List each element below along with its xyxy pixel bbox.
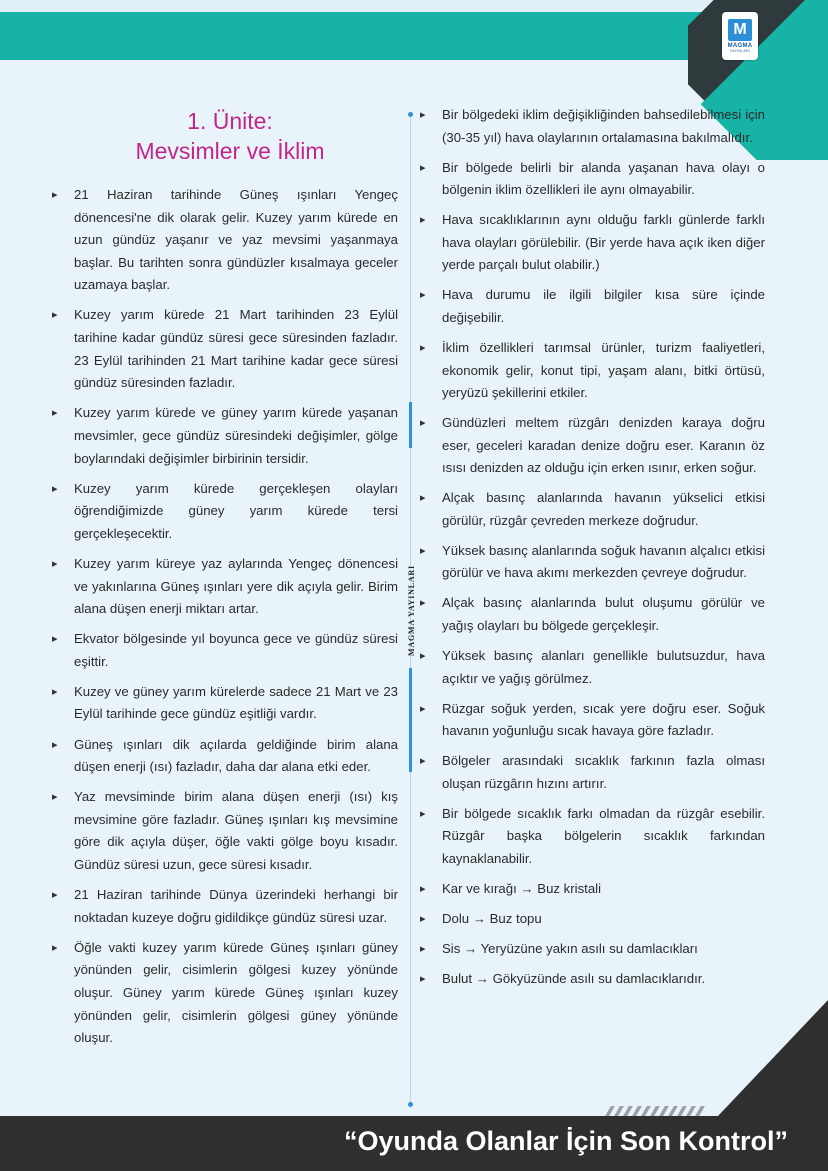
bullet-item: ▸ Bir bölgede belirli bir alanda yaşanan hava olayı o bölgenin iklim özellikleri ile aynı olmayabilir.	[420, 157, 765, 202]
bullet-item: ▸ Bölgeler arasındaki sıcaklık farkının fazla olması oluşan rüzgârın hızını artırır.	[420, 750, 765, 795]
bullet-item: ▸ Yaz mevsiminde birim alana düşen enerji (ısı) kış mevsimine göre fazladır. Güneş ışınları kış mevsimine göre dik açıyla düşer, öğle vakti gölge boyu kısadır. Gündüz süresi uzun, gece süresi kısadır.	[52, 786, 398, 876]
bullet-item: ▸ Kuzey yarım küreye yaz aylarında Yengeç dönencesi ve yakınlarına Güneş ışınları yere dik açıyla gelir. Birim alana düşen enerji miktarı artar.	[52, 553, 398, 621]
bullet-item: ▸ Hava sıcaklıklarının aynı olduğu farklı günlerde farklı hava olayları görülebilir. (Bir yerde hava açık iken diğer yerde parçalı bulut olabilir.)	[420, 209, 765, 277]
bullet-item: ▸ İklim özellikleri tarımsal ürünler, turizm faaliyetleri, ekonomik gelir, konut tipi, yaşam alanı, bitki örtüsü, yeryüzü şekillerini etkiler.	[420, 337, 765, 405]
bottom-corner-decoration	[718, 1000, 828, 1116]
right-column	[420, 104, 765, 998]
footer-slogan: “Oyunda Olanlar İçin Son Kontrol”	[343, 1126, 788, 1156]
bullet-item: ▸ Bulut → Gökyüzünde asılı su damlacıklarıdır.	[420, 968, 765, 991]
logo-sub: YAYINLARI	[729, 49, 751, 53]
stripe-decoration	[608, 1106, 718, 1116]
unit-subtitle: Mevsimler ve İklim	[135, 138, 325, 164]
bullet-item: ▸ Kuzey yarım kürede gerçekleşen olayları öğrendiğimizde güney yarım kürede tersi gerçekleşecektir.	[52, 478, 398, 546]
bullet-item: ▸ 21 Haziran tarihinde Güneş ışınları Yengeç dönencesi'ne dik olarak gelir. Kuzey yarım kürede en uzun gündüz yaşanır ve yaz mevsimi yaşanmaya başlar. Bu tarihten sonra gündüzler kısalmaya geceler uzamaya başlar.	[52, 184, 398, 297]
logo-name: MAGMA	[727, 43, 753, 49]
bullet-item: ▸ Bir bölgedeki iklim değişikliğinden bahsedilebilmesi için (30-35 yıl) hava olaylarının ortalamasına bakılmalıdır.	[420, 104, 765, 149]
bullet-item: ▸ Kuzey yarım kürede ve güney yarım kürede yaşanan mevsimler, gece gündüz süresindeki değişimler, gölge boylarındaki değişimler birbirinin tersidir.	[52, 402, 398, 470]
bullet-item: ▸ Hava durumu ile ilgili bilgiler kısa süre içinde değişebilir.	[420, 284, 765, 329]
magma-logo	[722, 12, 758, 60]
unit-title: 1. Ünite:	[187, 108, 273, 134]
bullet-item: ▸ Dolu → Buz topu	[420, 908, 765, 931]
logo-mark-icon: M	[728, 19, 752, 41]
bullet-item: ▸ Kuzey ve güney yarım kürelerde sadece 21 Mart ve 23 Eylül tarihinde gece gündüz eşitliği vardır.	[52, 681, 398, 726]
bullet-item: ▸ Alçak basınç alanlarında havanın yükselici etkisi görülür, rüzgâr çevreden merkeze doğrudur.	[420, 487, 765, 532]
bullet-item: ▸ Sis → Yeryüzüne yakın asılı su damlacıkları	[420, 938, 765, 961]
bullet-item: ▸ Yüksek basınç alanları genellikle bulutsuzdur, hava açıktır ve yağış görülmez.	[420, 645, 765, 690]
bullet-item: ▸ Yüksek basınç alanlarında soğuk havanın alçalıcı etkisi görülür ve hava akımı merkezden çevreye doğrudur.	[420, 540, 765, 585]
side-label: MAGMA YAYINLARI	[406, 564, 416, 656]
bullet-item: ▸ Güneş ışınları dik açılarda geldiğinde birim alana düşen enerji (ısı) fazladır, daha dar alana etki eder.	[52, 734, 398, 779]
bullet-item: ▸ Rüzgar soğuk yerden, sıcak yere doğru eser. Soğuk havanın yoğunluğu sıcak havaya göre fazladır.	[420, 698, 765, 743]
bullet-item: ▸ Gündüzleri meltem rüzgârı denizden karaya doğru eser, geceleri karadan denize doğru eser. Karanın öz ısısı denizden az olduğu için erken ısınır, erken soğur.	[420, 412, 765, 480]
bullet-item: ▸ Bir bölgede sıcaklık farkı olmadan da rüzgâr esebilir. Rüzgâr başka bölgelerin sıcaklık farkından kaynaklanabilir.	[420, 803, 765, 871]
bullet-item: ▸ 21 Haziran tarihinde Dünya üzerindeki herhangi bir noktadan kuzeye doğru gidildikçe gündüz süresi uzar.	[52, 884, 398, 929]
bullet-item: ▸ Kar ve kırağı → Buz kristali	[420, 878, 765, 901]
footer-bar	[0, 1116, 828, 1171]
bullet-item: ▸ Ekvator bölgesinde yıl boyunca gece ve gündüz süresi eşittir.	[52, 628, 398, 673]
bullet-item: ▸ Kuzey yarım kürede 21 Mart tarihinden 23 Eylül tarihine kadar gündüz süresi gece süresinden fazladır. 23 Eylül tarihinden 21 Mart tarihine kadar gece süresi gündüz süresinden fazladır.	[52, 304, 398, 394]
bullet-item: ▸ Alçak basınç alanlarında bulut oluşumu görülür ve yağış olayları bu bölgede gerçekleşir.	[420, 592, 765, 637]
left-column	[52, 184, 398, 1057]
bullet-item: ▸ Öğle vakti kuzey yarım kürede Güneş ışınları güney yönünden gelir, cisimlerin gölgesi kuzey yönünde oluşur. Güney yarım kürede Güneş ışınları kuzey yönünden gelir, cisimlerin gölgesi güney yönünde oluşur.	[52, 937, 398, 1050]
